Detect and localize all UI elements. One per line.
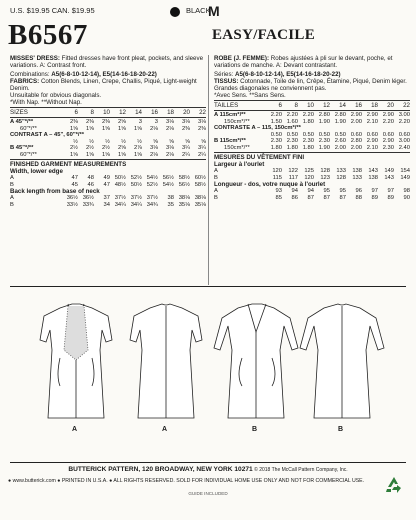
table-cell: 34 (103, 201, 110, 208)
sizes-cells (62, 109, 206, 116)
table-cell: 1.80 (302, 118, 314, 125)
caption-b-front: B (252, 426, 258, 433)
table-cell: 2.80 (350, 138, 362, 144)
description-title: MISSES' DRESS: (10, 55, 60, 62)
table-cell: 45 (71, 181, 78, 188)
table-cell: 2¼ (181, 151, 190, 158)
size-letter: M (208, 3, 220, 19)
table-cell: 122 (288, 168, 298, 174)
table-cell: 90 (403, 194, 410, 201)
table-cell: 125 (304, 168, 314, 174)
table-cell: 154 (400, 168, 410, 174)
table-cell: 2¼ (197, 151, 206, 158)
dress-a-front-drawing (40, 304, 112, 418)
table-cell: 35⅛ (178, 201, 190, 208)
table-cell: 35⅛ (194, 201, 206, 208)
cells (62, 202, 206, 209)
table-cell: 2.80 (318, 112, 330, 118)
row-label: 60"*/** (20, 151, 37, 158)
table-cell: 149 (400, 174, 410, 181)
table-cell: 93 (275, 188, 282, 194)
color-dot-icon (170, 7, 180, 17)
table-cell: 0.60 (382, 131, 394, 138)
legal-line: ● www.butterick.com ● PRINTED IN U.S.A. ● ALL RIGHTS RESERVED. SOLD FOR INDIVIDUAL HOME USE ONLY AND NOT FOR COMMERCIAL USE. (8, 478, 365, 484)
table-cell: 138 (368, 174, 378, 181)
table-cell: 2.20 (382, 118, 394, 125)
caption-a-front: A (72, 426, 78, 433)
table-cell: 87 (323, 194, 330, 201)
table-cell: 2⅜ (181, 125, 190, 132)
table-cell: 1.80 (286, 144, 298, 151)
caption-b-back: B (338, 426, 344, 433)
table-cell: 95 (339, 188, 346, 194)
table-cell: 2.30 (286, 138, 298, 144)
pattern-number: B6567 (8, 19, 88, 51)
table-cell: 38⅛ (194, 195, 206, 201)
description-text: Fitted dresses have front pleat, pockets, and sleeve variations. A: Contrast front. (10, 55, 204, 69)
table-cell: 38 (167, 195, 174, 201)
length-heading: Longueur - dos, votre nuque à l'ourlet (214, 181, 326, 188)
table-cell: 33¾ (82, 201, 94, 208)
table-cell: 2.20 (302, 112, 314, 118)
row-label: A (214, 188, 218, 194)
caption-a-back: A (162, 426, 168, 433)
english-column (10, 55, 206, 208)
table-cell: 48 (87, 175, 94, 181)
table-cell: 2.20 (398, 118, 410, 125)
table-cell: 97 (387, 188, 394, 194)
table-cell: 46 (87, 181, 94, 188)
unsuitable-note: Grandes diagonales ne conviennent pas. (214, 85, 327, 92)
table-cell: 3⅛ (181, 119, 190, 125)
table-cell: 1⅝ (85, 151, 94, 158)
table-cell: 1⅝ (117, 151, 126, 158)
series-label: Séries: (214, 71, 235, 78)
dress-illustrations (20, 290, 400, 438)
dress-a-back-drawing (130, 304, 202, 418)
table-cell: 2.90 (366, 112, 378, 118)
table-cell: 56½ (162, 175, 174, 181)
row-label: B (10, 201, 14, 208)
series-value: A5(6-8-10-12-14), E5(14-16-18-20-22) (234, 71, 341, 78)
table-cell: 2.90 (382, 112, 394, 118)
table-cell: 133 (336, 168, 346, 174)
combos-value: A5(6-8-10-12-14), E5(14-16-18-20-22) (51, 71, 157, 78)
row-label: A 115cm*/** (214, 112, 246, 118)
table-cell: 2.90 (382, 138, 394, 144)
table-cell: 47 (71, 175, 78, 181)
table-cell: 2⅛ (149, 151, 158, 158)
table-cell: 2⅝ (117, 145, 126, 151)
table-cell: 1⅝ (117, 125, 126, 132)
table-cell: 3⅛ (149, 145, 158, 151)
row-label: A (10, 195, 14, 201)
table-cell: 0.60 (398, 131, 410, 138)
table-cell: 128 (336, 174, 346, 181)
table-cell: 115 (272, 174, 282, 181)
table-cell: 0.60 (366, 131, 378, 138)
table-cell: ⅝ (185, 138, 190, 145)
table-cell: 12 (119, 109, 126, 116)
contrast-a-label: CONTRASTE A – 115, 150cm*/** (214, 125, 301, 131)
table-cell: 56½ (178, 181, 190, 188)
table-cell: 2⅜ (197, 125, 206, 132)
table-cell: 58½ (178, 175, 190, 181)
description (214, 55, 410, 69)
dress-b-front-drawing (214, 304, 298, 418)
sizes-row (10, 109, 206, 116)
table-cell: 3⅛ (165, 145, 174, 151)
table-cell: 14 (135, 109, 142, 116)
table-cell: 133 (352, 174, 362, 181)
table-cell: ½ (105, 138, 110, 145)
table-cell: 143 (368, 168, 378, 174)
nap-note: *With Nap. **Without Nap. (10, 99, 82, 106)
table-cell: 10 (103, 109, 110, 116)
price-label: U.S. $19.95 CAN. $19.95 (10, 6, 95, 15)
width-heading: Largeur à l'ourlet (214, 161, 265, 168)
table-cell: ½ (73, 138, 78, 145)
table-cell: 33½ (66, 201, 78, 208)
table-cell: 34¼ (114, 201, 126, 208)
color-label: BLACK (186, 6, 211, 15)
sizes-label: SIZES (10, 109, 28, 116)
table-cell: 37½ (130, 195, 142, 201)
cells (266, 195, 410, 202)
table-cell: 16 (151, 109, 158, 116)
table-cell: 143 (384, 174, 394, 181)
table-cell: 35 (167, 201, 174, 208)
description-title: ROBE (J. FEMME): (214, 55, 269, 62)
nap-note: *Avec Sens. **Sans Sens. (214, 92, 286, 99)
table-cell: 34¼ (130, 201, 142, 208)
sizes-row (214, 102, 410, 109)
table-cell: 1.60 (286, 118, 298, 125)
row-label: B (214, 194, 218, 201)
table-cell: 47 (103, 181, 110, 188)
table-cell: 50½ (114, 175, 126, 181)
table-cell: 36½ (82, 195, 94, 201)
tissus-label: TISSUS: (214, 78, 239, 85)
series (214, 71, 410, 78)
table-cell: 2.30 (302, 138, 314, 144)
table-cell: 20 (183, 109, 190, 116)
length-b-row (10, 202, 206, 209)
table-cell: 1.50 (270, 118, 282, 125)
table-cell: 2.00 (334, 144, 346, 151)
table-cell: 54½ (146, 175, 158, 181)
table-cell: 2½ (101, 145, 110, 151)
table-cell: 2⅜ (101, 119, 110, 125)
table-cell: 38⅛ (178, 195, 190, 201)
table-cell: 2.10 (366, 144, 378, 151)
table-cell: 14 (339, 102, 346, 109)
table-cell: 2⅛ (165, 151, 174, 158)
table-cell: 3 (138, 119, 142, 125)
dress-b-back-drawing (300, 304, 384, 418)
table-cell: 60½ (194, 175, 206, 181)
finished-heading: MESURES DU VÊTEMENT FINI (214, 154, 305, 161)
table-cell: 37½ (114, 195, 126, 201)
table-cell: 2.30 (382, 144, 394, 151)
table-cell: ½ (137, 138, 142, 145)
unsuitable-note: Unsuitable for obvious diagonals. (10, 92, 102, 99)
table-cell: 87 (339, 194, 346, 201)
table-cell: 87 (307, 194, 314, 201)
table-cell: ½ (121, 138, 126, 145)
table-cell: 95 (323, 188, 330, 194)
table-cell: 117 (288, 174, 298, 181)
combinations (10, 71, 206, 78)
table-cell: 2.30 (270, 138, 282, 144)
cells (62, 152, 206, 159)
table-cell: 37 (103, 195, 110, 201)
table-cell: 50½ (130, 181, 142, 188)
table-cell: 2⅞ (133, 145, 142, 151)
table-cell: 89 (371, 194, 378, 201)
table-cell: 120 (272, 168, 282, 174)
combos-label: Combinations: (10, 71, 52, 78)
table-cell: 22 (403, 102, 410, 109)
table-cell: 52½ (146, 181, 158, 188)
table-cell: 20 (387, 102, 394, 109)
table-cell: 94 (291, 188, 298, 194)
table-cell: 10 (307, 102, 314, 109)
row-label: 150cm*/** (224, 144, 250, 151)
fabrics-label: FABRICS: (10, 78, 40, 85)
table-cell: 3⅛ (197, 119, 206, 125)
table-cell: 2½ (85, 145, 94, 151)
table-cell: 1⅝ (101, 151, 110, 158)
table-cell: 0.50 (318, 131, 330, 138)
table-cell: 0.50 (270, 131, 282, 138)
table-cell: 36½ (66, 195, 78, 201)
table-cell: 1.90 (334, 118, 346, 125)
table-cell: 1.80 (302, 144, 314, 151)
table-cell: 2⅛ (149, 125, 158, 132)
header-bar (10, 3, 406, 20)
table-cell: 86 (291, 194, 298, 201)
table-cell: 1.90 (318, 144, 330, 151)
table-cell: 16 (355, 102, 362, 109)
table-cell: 85 (275, 194, 282, 201)
publisher-line (0, 466, 416, 473)
table-cell: 2.20 (270, 112, 282, 118)
publisher-address: BUTTERICK PATTERN, 120 BROADWAY, NEW YORK 10271 (68, 466, 253, 473)
table-cell: 2.00 (350, 118, 362, 125)
table-cell: ⅝ (169, 138, 174, 145)
table-cell: 89 (387, 194, 394, 201)
table-cell: 2.10 (366, 118, 378, 125)
french-column (214, 55, 410, 201)
row-label: A 45"*/** (10, 119, 34, 125)
table-cell: 1⅝ (69, 125, 78, 132)
sizes-label: TAILLES (214, 102, 239, 109)
table-cell: 1⅝ (133, 125, 142, 132)
length-heading: Back length from base of neck (10, 188, 100, 195)
table-cell: 58½ (194, 181, 206, 188)
table-cell: 3.00 (398, 112, 410, 118)
description-text: Robes ajustées à pli sur le devant, poche, et variations de manche. A: Devant contrastant. (214, 55, 393, 69)
row-label: B (214, 174, 218, 181)
difficulty-label: EASY/FACILE (212, 27, 316, 43)
table-cell: 2⅝ (117, 119, 126, 125)
table-cell: 12 (323, 102, 330, 109)
table-cell: 1⅝ (69, 151, 78, 158)
table-cell: ⅝ (201, 138, 206, 145)
length-b-row (214, 195, 410, 202)
table-cell: 37½ (146, 195, 158, 201)
row-label: B 115cm*/** (214, 138, 246, 144)
row-label: B (10, 181, 14, 188)
row-label: 150cm*/** (224, 118, 250, 125)
description (10, 55, 206, 69)
table-cell: 2.40 (398, 144, 410, 151)
table-cell: 18 (371, 102, 378, 109)
technical-drawings (20, 290, 400, 438)
table-cell: 1.80 (270, 144, 282, 151)
yardage-b-60 (10, 152, 206, 159)
width-heading: Width, lower edge (10, 168, 63, 175)
table-cell: ½ (89, 138, 94, 145)
row-label: A (214, 168, 218, 174)
table-cell: 6 (74, 109, 78, 116)
table-cell: 138 (352, 168, 362, 174)
row-label: A (10, 175, 14, 181)
table-cell: 3 (154, 119, 158, 125)
table-cell: 22 (199, 109, 206, 116)
finished-heading: FINISHED GARMENT MEASUREMENTS (10, 161, 127, 168)
footer-rule (10, 462, 406, 463)
table-cell: 88 (355, 194, 362, 201)
table-cell: 49 (103, 175, 110, 181)
table-cell: 0.50 (286, 131, 298, 138)
table-cell: 149 (384, 168, 394, 174)
table-cell: 128 (320, 168, 330, 174)
table-cell: 1⅝ (85, 125, 94, 132)
tissus (214, 78, 410, 85)
cells (266, 145, 410, 152)
row-label: B 45"*/** (10, 145, 34, 151)
fabrics (10, 78, 206, 92)
table-cell: 34¾ (146, 201, 158, 208)
table-cell: ⅝ (153, 138, 158, 145)
table-cell: 18 (167, 109, 174, 116)
table-cell: 1⅝ (101, 125, 110, 132)
sizes-cells (266, 102, 410, 109)
table-cell: 97 (371, 188, 378, 194)
table-cell: 3¼ (197, 145, 206, 151)
table-cell: 3⅛ (165, 119, 174, 125)
table-cell: 1.90 (318, 118, 330, 125)
table-cell: 8 (90, 109, 94, 116)
table-cell: 0.50 (334, 131, 346, 138)
table-cell: 2.30 (318, 138, 330, 144)
table-cell: 3¼ (181, 145, 190, 151)
section-rule (10, 286, 406, 287)
table-cell: 120 (304, 174, 314, 181)
table-cell: 96 (355, 188, 362, 194)
table-cell: 6 (278, 102, 282, 109)
table-cell: 2½ (69, 145, 78, 151)
table-cell: 2⅜ (69, 119, 78, 125)
table-cell: 2⅜ (85, 119, 94, 125)
meterage-b-150 (214, 145, 410, 152)
table-cell: 2.20 (286, 112, 298, 118)
table-cell: 2⅛ (165, 125, 174, 132)
table-cell: 0.60 (350, 131, 362, 138)
table-cell: 52½ (130, 175, 142, 181)
table-cell: 8 (294, 102, 298, 109)
table-cell: 3.00 (398, 138, 410, 144)
fabrics-value: Cotton Blends, Linen, Crepe, Challis, Piqué, Light-weight Denim. (10, 78, 197, 92)
table-cell: 48½ (114, 181, 126, 188)
tissus-value: Cotonnade, Toile de lin, Crêpe, Étamine, Piqué, Denim léger. (238, 78, 407, 85)
column-divider (208, 55, 209, 285)
guide-note: GUIDE INCLUDED (188, 491, 228, 496)
table-cell: 2.90 (350, 112, 362, 118)
table-cell: 2.90 (366, 138, 378, 144)
table-cell: 94 (307, 188, 314, 194)
table-cell: 2.80 (334, 112, 346, 118)
table-cell: 1⅝ (133, 151, 142, 158)
contrast-a-label: CONTRAST A – 45", 60"*/** (10, 132, 85, 138)
table-cell: 0.50 (302, 131, 314, 138)
table-cell: 98 (403, 188, 410, 194)
row-label: 60"*/** (20, 125, 37, 132)
table-cell: 2.60 (334, 138, 346, 144)
table-cell: 2.00 (350, 144, 362, 151)
copyright: © 2018 The McCall Pattern Company, Inc. (252, 467, 348, 473)
table-cell: 54½ (162, 181, 174, 188)
table-cell: 123 (320, 174, 330, 181)
